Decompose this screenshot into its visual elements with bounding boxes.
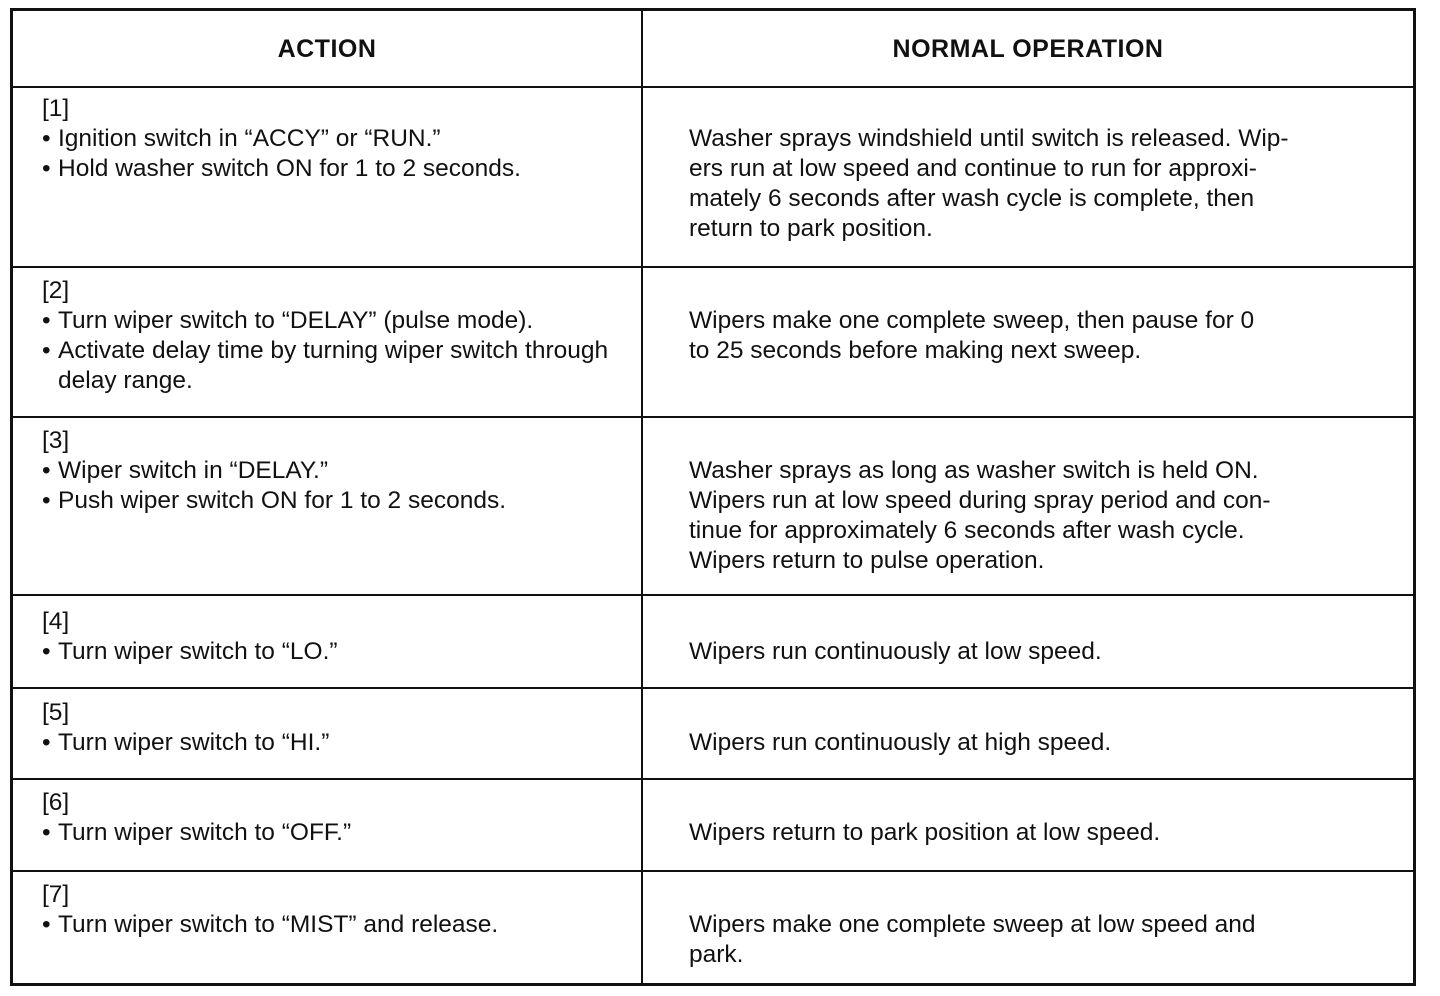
table-row-2-normal-operation: [689, 306, 1409, 366]
row-number: [1]: [42, 95, 70, 122]
table-row-7-normal-operation: [689, 910, 1409, 970]
action-item: • Hold washer switch ON for 1 to 2 seconds.: [42, 154, 632, 184]
table-row-1-normal-operation: [689, 124, 1409, 244]
normal-operation-text: Washer sprays as long as washer switch is held ON. Wipers run at low speed during spray period and con- tinue for approximately 6 seconds after wash cycle. Wipers return to pulse operation.: [689, 457, 1271, 574]
normal-operation-text: Wipers make one complete sweep, then pause for 0 to 25 seconds before making next sweep.: [689, 307, 1255, 364]
normal-operation-text: Wipers return to park position at low speed.: [689, 819, 1161, 846]
table-row-4-normal-operation: [689, 637, 1409, 667]
table-row-2-action: [42, 276, 632, 396]
table-row-6-action: [42, 788, 632, 848]
row-number: [2]: [42, 277, 70, 304]
table-row-7-action: [42, 880, 632, 940]
table-row-3-normal-operation: [689, 456, 1409, 576]
row-divider: [13, 687, 1413, 689]
table-row-6-normal-operation: [689, 818, 1409, 848]
table-row-5-normal-operation: [689, 728, 1409, 758]
action-item: • Activate delay time by turning wiper switch through delay range.: [42, 336, 632, 396]
action-item: • Turn wiper switch to “DELAY” (pulse mode).: [42, 306, 632, 336]
row-divider: [13, 778, 1413, 780]
normal-operation-text: Wipers make one complete sweep at low speed and park.: [689, 911, 1256, 968]
row-divider: [13, 86, 1413, 88]
table-row-5-action: [42, 698, 632, 758]
normal-operation-text: Wipers run continuously at low speed.: [689, 638, 1102, 665]
action-item: • Turn wiper switch to “LO.”: [42, 637, 632, 667]
table-row-3-action: [42, 426, 632, 516]
row-number: [3]: [42, 427, 70, 454]
row-number: [5]: [42, 699, 70, 726]
table-row-4-action: [42, 607, 632, 667]
row-number: [4]: [42, 608, 70, 635]
header-action: ACTION: [277, 34, 377, 63]
action-item: • Turn wiper switch to “HI.”: [42, 728, 632, 758]
action-item: • Ignition switch in “ACCY” or “RUN.”: [42, 124, 632, 154]
normal-operation-text: Wipers run continuously at high speed.: [689, 729, 1112, 756]
row-divider: [13, 266, 1413, 268]
action-item: • Turn wiper switch to “OFF.”: [42, 818, 632, 848]
header-normal-operation: NORMAL OPERATION: [892, 34, 1164, 63]
row-divider: [13, 594, 1413, 596]
action-item: • Push wiper switch ON for 1 to 2 seconds.: [42, 486, 632, 516]
action-item: • Wiper switch in “DELAY.”: [42, 456, 632, 486]
table-row-1-action: [42, 94, 632, 184]
normal-operation-text: Washer sprays windshield until switch is released. Wip- ers run at low speed and continue to run for approxi- mately 6 seconds after wash cycle is complete, then return to park position.: [689, 125, 1289, 242]
row-divider: [13, 416, 1413, 418]
wiper-washer-operation-table: [10, 8, 1416, 986]
column-divider: [641, 11, 643, 983]
action-item: • Turn wiper switch to “MIST” and release.: [42, 910, 632, 940]
row-number: [7]: [42, 881, 70, 908]
row-divider: [13, 870, 1413, 872]
row-number: [6]: [42, 789, 70, 816]
